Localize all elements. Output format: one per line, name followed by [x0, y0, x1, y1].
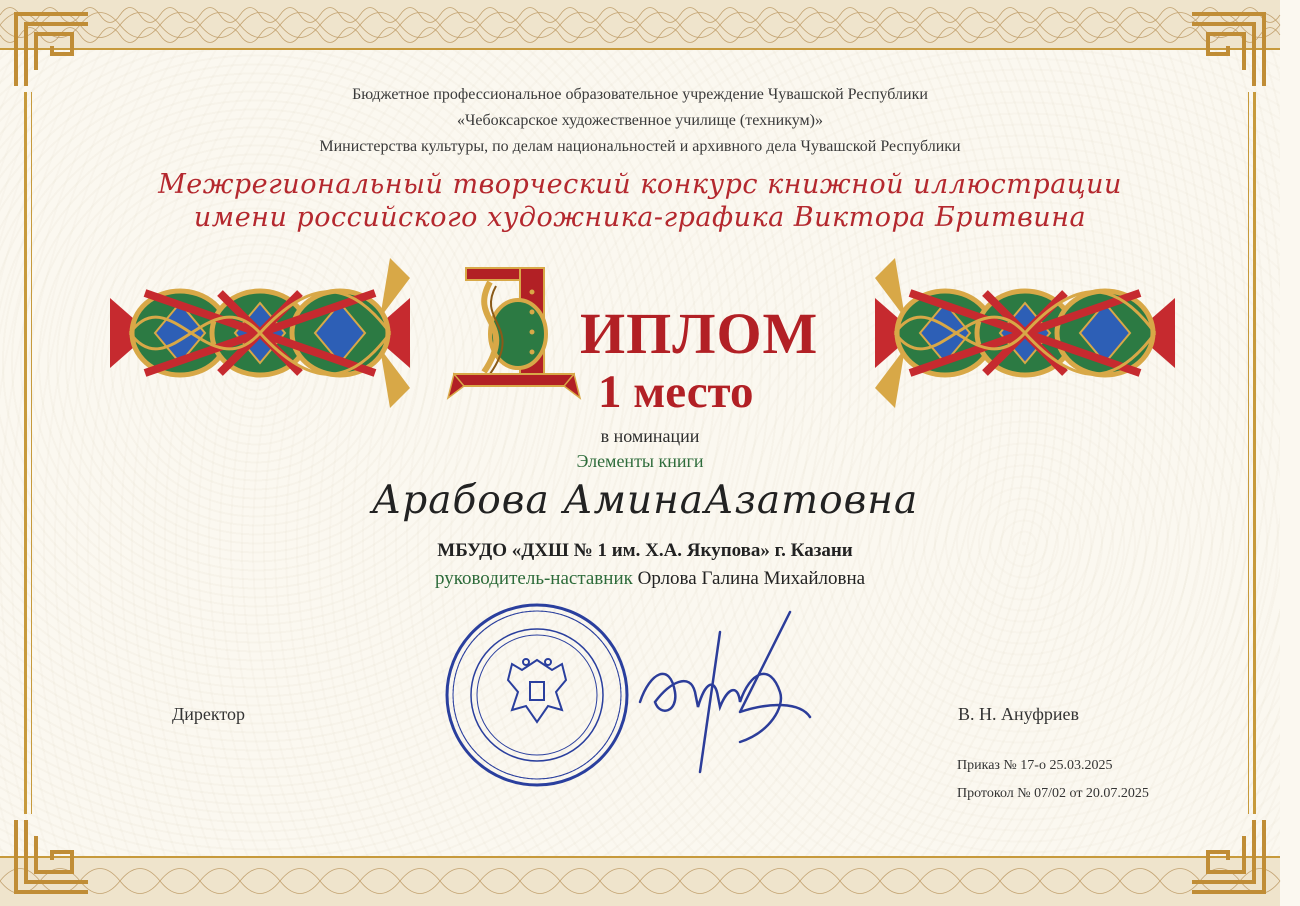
- diploma-title: ИПЛОМ: [580, 301, 819, 366]
- corner-ornament-top-left: [12, 10, 92, 90]
- director-signature: [620, 592, 830, 792]
- director-label: Директор: [172, 704, 246, 724]
- right-knot-ornament: [875, 258, 1175, 408]
- institution-line-3: Министерства культуры, по делам национальностей и архивного дела Чувашской Республики: [319, 138, 961, 155]
- corner-ornament-top-right: [1188, 10, 1268, 90]
- mentor-line: [0, 568, 1300, 590]
- school-name: МБУДО «ДХШ № 1 им. Х.А. Якупова» г. Казани: [437, 540, 853, 561]
- contest-title-line-2: имени российского художника-графика Виктора Бритвина: [193, 202, 1087, 233]
- top-guilloche-border: [0, 0, 1280, 50]
- mentor-role: руководитель-наставник: [434, 568, 633, 589]
- order-reference: Приказ № 17-о 25.03.2025: [957, 758, 1113, 773]
- corner-ornament-bottom-right: [1188, 816, 1268, 896]
- protocol-reference: Протокол № 07/02 от 20.07.2025: [957, 786, 1149, 801]
- nomination-name: Элементы книги: [576, 451, 704, 471]
- nomination-label: в номинации: [600, 426, 700, 446]
- corner-ornament-bottom-left: [12, 816, 92, 896]
- contest-title: [0, 168, 1280, 234]
- official-seal: [442, 600, 632, 790]
- bottom-guilloche-border: [0, 856, 1280, 906]
- institution-header: [0, 82, 1280, 160]
- director-name: В. Н. Ануфриев: [958, 704, 1079, 724]
- place-label: 1 место: [598, 366, 754, 418]
- recipient-name: Арабова АминаАзатовна: [371, 478, 919, 523]
- initial-letter: Д: [448, 249, 459, 266]
- mentor-name: Орлова Галина Михайловна: [637, 568, 866, 589]
- contest-title-line-1: Межрегиональный творческий конкурс книжной иллюстрации: [158, 169, 1122, 200]
- institution-line-2: «Чебоксарское художественное училище (техникум)»: [456, 112, 824, 129]
- institution-line-1: Бюджетное профессиональное образовательное учреждение Чувашской Республики: [352, 86, 928, 103]
- left-knot-ornament: [110, 258, 410, 408]
